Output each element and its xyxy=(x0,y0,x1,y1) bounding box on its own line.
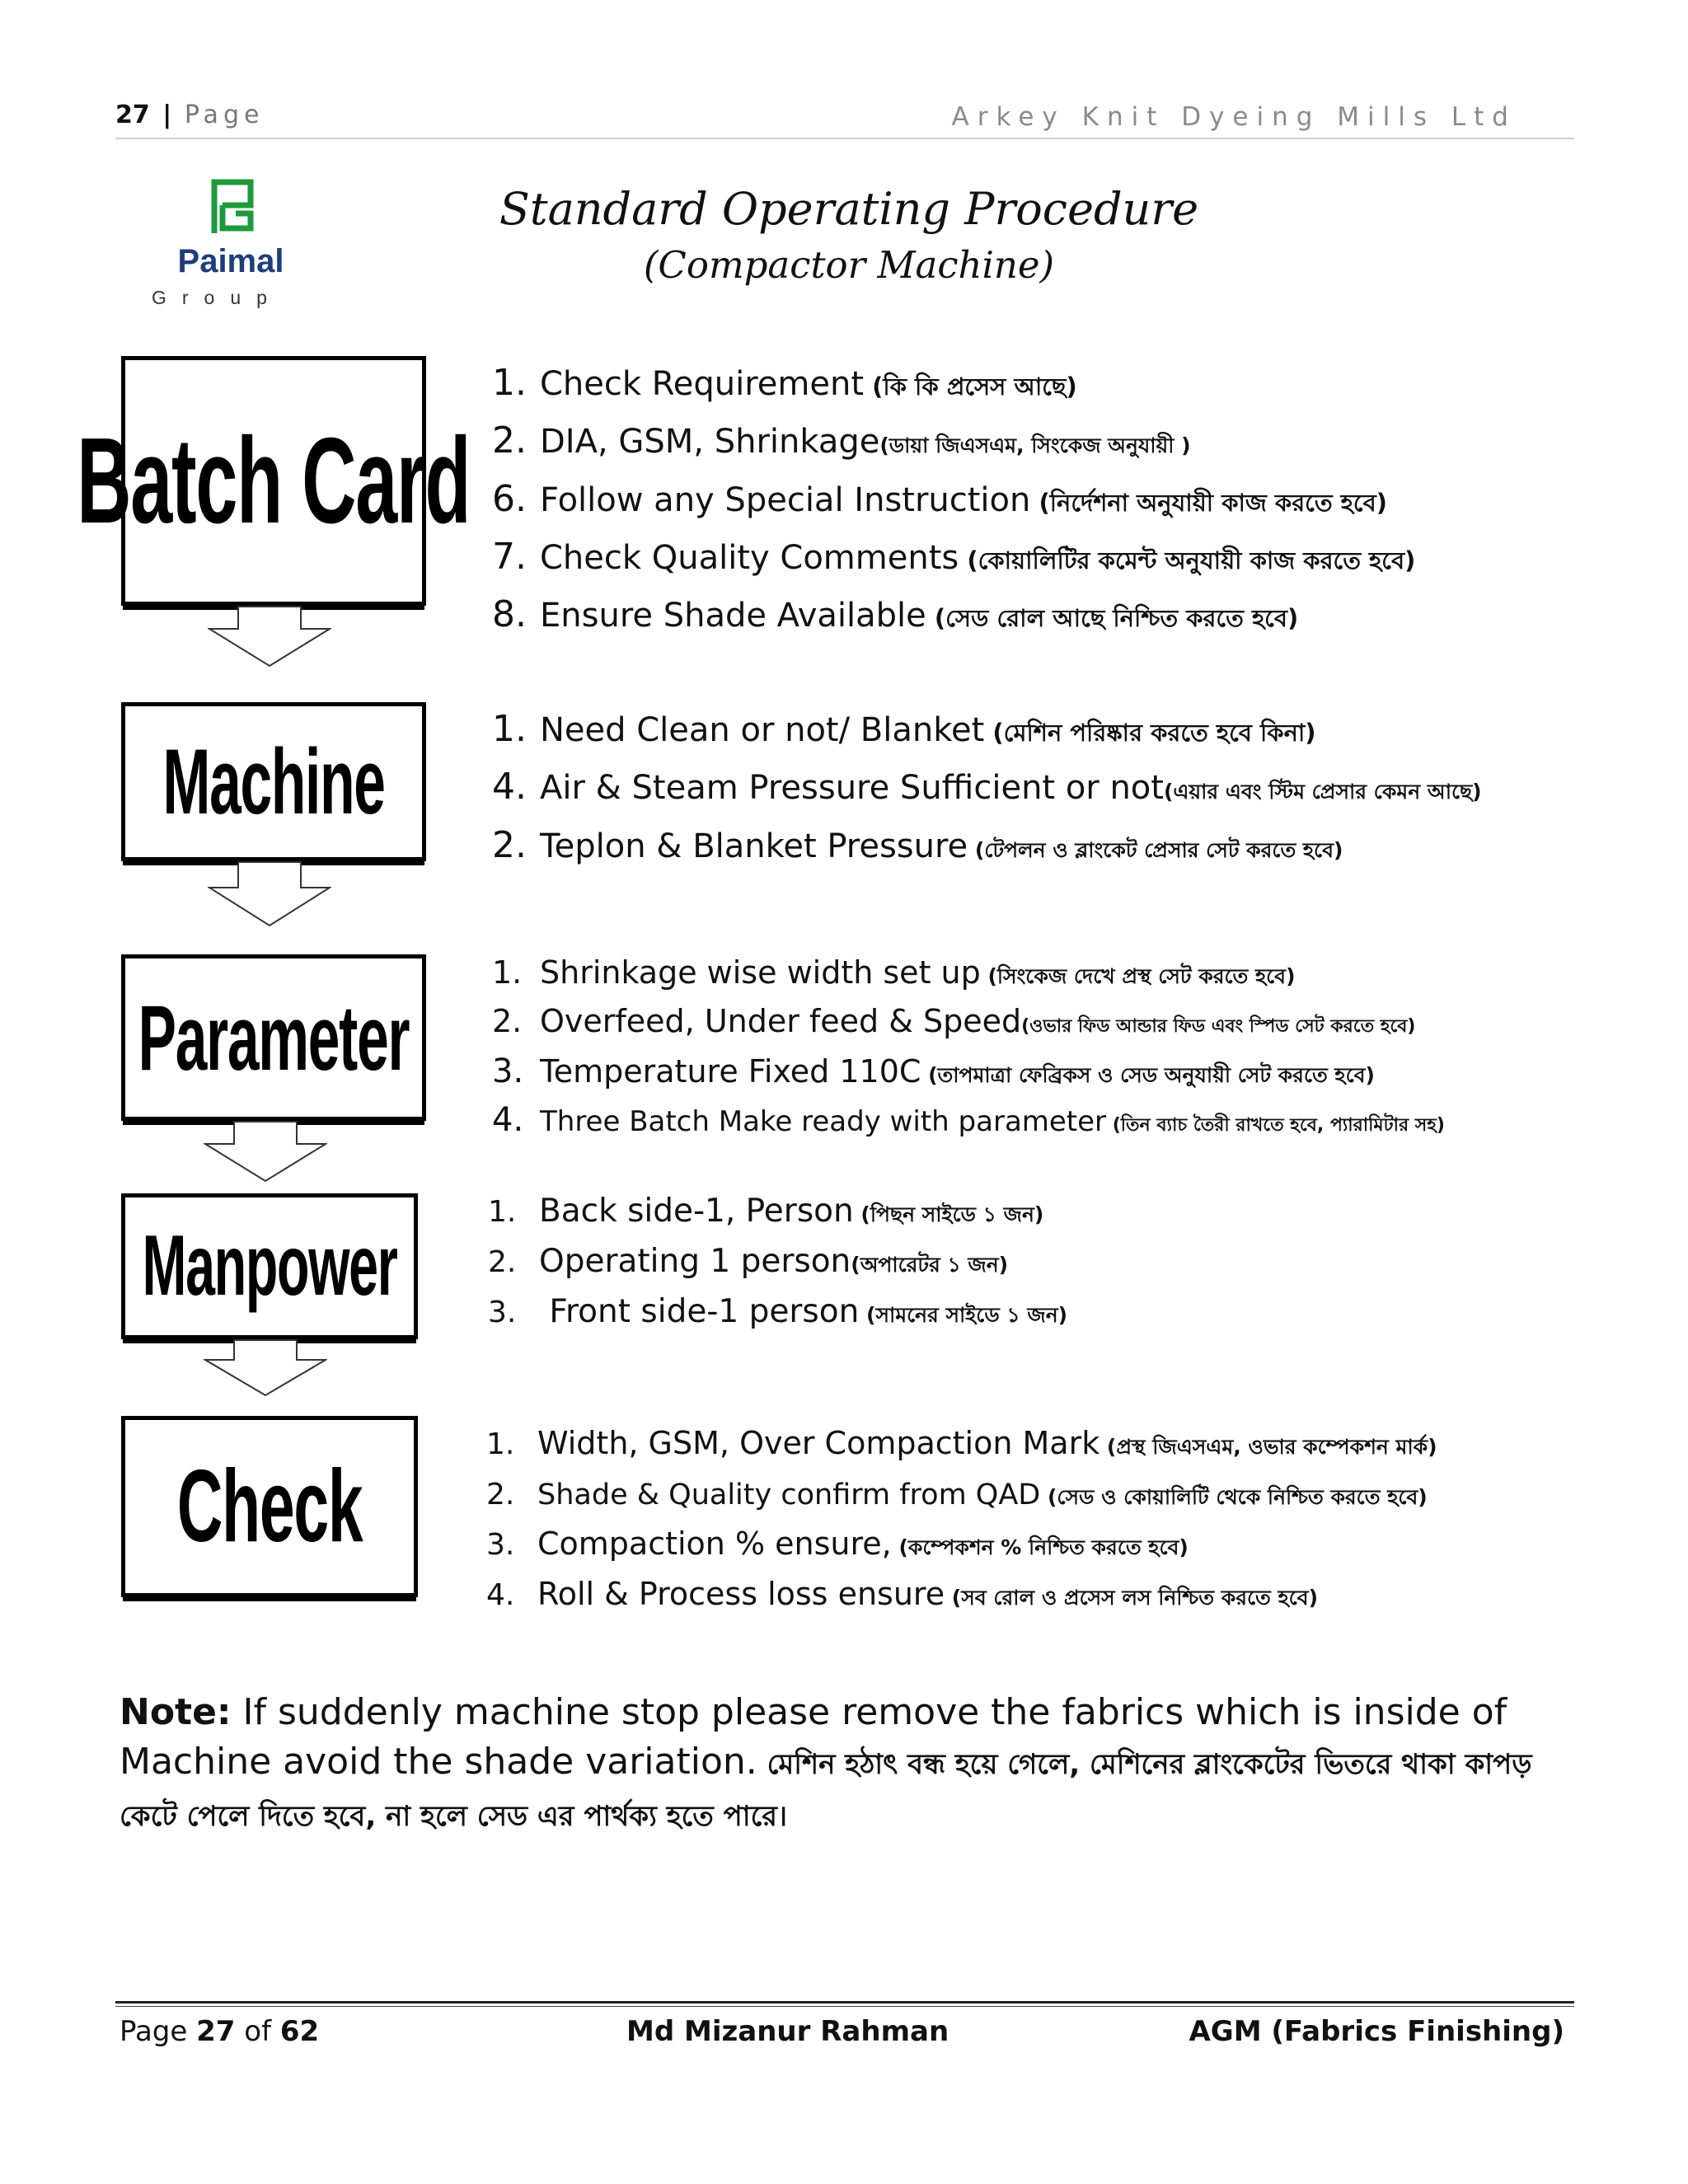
item-number: 4. xyxy=(492,1101,524,1139)
item-text: Front side-1 person xyxy=(539,1293,860,1330)
item-number: 2. xyxy=(492,1003,523,1039)
list-item xyxy=(492,588,1415,645)
item-note: (অপারেটর ১ জন) xyxy=(851,1253,1009,1277)
note-text-bengali: মেশিন হঠাৎ বন্ধ হয়ে গেলে, মেশিনের ব্লাংকেটের ভিতরে থাকা কাপড় কেটে পেলে দিতে হবে, না হলে সেড এর পার্থক্য হতে পারে। xyxy=(120,1748,1532,1833)
item-number: 3. xyxy=(486,1528,515,1562)
item-number: 2. xyxy=(492,419,527,462)
list-item xyxy=(486,1521,1437,1571)
item-number: 6. xyxy=(492,478,527,520)
footer-page-of: of xyxy=(235,2015,280,2048)
item-text: DIA, GSM, Shrinkage xyxy=(540,423,880,461)
page-subtitle: (Compactor Machine) xyxy=(643,243,1055,287)
item-text: Overfeed, Under feed & Speed xyxy=(540,1003,1022,1039)
down-arrow-icon xyxy=(208,861,331,927)
page-header-number xyxy=(115,101,264,129)
item-note: (পিছন সাইডে ১ জন) xyxy=(853,1202,1044,1226)
item-note: (সব রোল ও প্রসেস লস নিশ্চিত করতে হবে) xyxy=(945,1586,1318,1610)
flow-box-machine xyxy=(121,702,426,861)
flow-box-label: Batch Card xyxy=(77,412,471,549)
list-item xyxy=(492,356,1415,414)
flow-box-label: Machine xyxy=(162,730,385,833)
footer-divider-thin xyxy=(115,2006,1574,2007)
item-number: 1. xyxy=(492,708,527,750)
item-text: Shrinkage wise width set up xyxy=(540,954,981,991)
flow-box-label: Check xyxy=(176,1450,363,1563)
list-item xyxy=(492,999,1445,1049)
item-text: Ensure Shade Available xyxy=(540,597,926,635)
flow-box-batch-card xyxy=(77,356,471,606)
item-note: (সিংকেজ দেখে প্রস্থ সেট করতে হবে) xyxy=(980,964,1296,988)
footer-author xyxy=(626,2015,949,2048)
footer-role-text: AGM (Fabrics Finishing) xyxy=(1189,2015,1564,2048)
item-number: 3. xyxy=(492,1052,524,1090)
down-arrow-icon xyxy=(208,606,331,668)
list-item xyxy=(492,950,1445,999)
down-arrow-icon xyxy=(204,1339,327,1397)
list-item xyxy=(486,1420,1437,1470)
list-item xyxy=(492,818,1482,877)
list-item xyxy=(492,1098,1445,1148)
list-item xyxy=(492,414,1415,472)
item-note: (তাপমাত্রা ফেব্রিকস ও সেড অনুযায়ী সেট করতে হবে) xyxy=(921,1063,1375,1087)
item-text: Check Quality Comments xyxy=(540,539,959,577)
paimal-logo-icon xyxy=(208,177,259,235)
item-text: Operating 1 person xyxy=(539,1243,851,1280)
list-item xyxy=(488,1238,1067,1288)
item-text: Compaction % ensure, xyxy=(537,1526,892,1562)
item-note: (সামনের সাইডে ১ জন) xyxy=(859,1303,1068,1327)
item-note: (কম্পেকশন % নিশ্চিত করতে হবে) xyxy=(891,1535,1189,1559)
page-num: 27 xyxy=(115,101,150,129)
note-label: Note: xyxy=(120,1691,232,1733)
footer-page-prefix: Page xyxy=(120,2015,197,2048)
item-note: (তিন ব্যাচ তৈরী রাখতে হবে, প্যারামিটার সহ) xyxy=(1106,1115,1445,1136)
check-steps xyxy=(486,1420,1437,1621)
item-note: (কি কি প্রসেস আছে) xyxy=(864,373,1077,401)
list-item xyxy=(486,1470,1437,1521)
item-note: (টেপলন ও ব্লাংকেট প্রেসার সেট করতে হবে) xyxy=(968,838,1343,862)
item-number: 8. xyxy=(492,593,527,635)
page-title: Standard Operating Procedure xyxy=(499,183,1199,235)
item-number: 1. xyxy=(492,362,527,404)
item-note: (প্রস্থ জিএসএম, ওভার কম্পেকশন মার্ক) xyxy=(1100,1435,1437,1459)
footer-page-total: 62 xyxy=(279,2015,320,2048)
item-number: 3. xyxy=(488,1296,517,1329)
item-text: Width, GSM, Over Compaction Mark xyxy=(537,1425,1100,1461)
company-name: Arkey Knit Dyeing Mills Ltd xyxy=(951,102,1517,132)
item-note: (সেড রোল আছে নিশ্চিত করতে হবে) xyxy=(926,604,1299,632)
header-divider xyxy=(115,138,1574,139)
list-item xyxy=(492,530,1415,588)
note-paragraph xyxy=(120,1688,1570,1841)
list-item xyxy=(492,1049,1445,1098)
item-number: 4. xyxy=(492,766,527,808)
batch-card-steps xyxy=(492,356,1415,645)
item-number: 1. xyxy=(492,954,523,991)
footer-page-current: 27 xyxy=(196,2015,236,2048)
page-word: Page xyxy=(184,101,265,129)
list-item xyxy=(492,472,1415,530)
item-note: (মেশিন পরিষ্কার করতে হবে কিনা) xyxy=(984,719,1316,747)
note-text: If suddenly machine stop please remove the fabrics which is inside of Machine avoid the shade variation. xyxy=(120,1691,1507,1783)
item-text: Three Batch Make ready with parameter xyxy=(540,1105,1107,1138)
footer-author-name: Md Mizanur Rahman xyxy=(626,2015,950,2048)
list-item xyxy=(492,702,1482,760)
company-logo xyxy=(148,177,326,313)
down-arrow-icon xyxy=(204,1121,327,1183)
flow-box-label: Manpower xyxy=(142,1218,397,1314)
machine-steps xyxy=(492,702,1482,877)
item-number: 7. xyxy=(492,536,527,578)
item-number: 2. xyxy=(486,1478,515,1511)
footer-role xyxy=(1189,2015,1564,2048)
flow-box-parameter xyxy=(121,954,426,1121)
item-text: Check Requirement xyxy=(540,365,865,403)
item-text: Shade & Quality confirm from QAD xyxy=(537,1479,1041,1511)
item-text: Air & Steam Pressure Sufficient or not xyxy=(540,769,1164,807)
logo-name: Paimal xyxy=(177,243,284,279)
item-number: 1. xyxy=(488,1195,517,1229)
logo-group: Group xyxy=(152,287,283,308)
item-note: (ডায়া জিএসএম, সিংকেজ অনুযায়ী ) xyxy=(879,434,1191,457)
item-note: (সেড ও কোয়ালিটি থেকে নিশ্চিত করতে হবে) xyxy=(1040,1485,1428,1509)
item-number: 4. xyxy=(486,1578,515,1612)
item-number: 1. xyxy=(486,1427,515,1461)
item-text: Roll & Process loss ensure xyxy=(537,1576,945,1612)
item-number: 2. xyxy=(492,824,527,866)
list-item xyxy=(488,1188,1067,1238)
flow-box-label: Parameter xyxy=(138,986,410,1090)
item-note: (এয়ার এবং স্টিম প্রেসার কেমন আছে) xyxy=(1163,780,1482,804)
item-note: (ওভার ফিড আন্ডার ফিড এবং স্পিড সেট করতে হবে) xyxy=(1021,1016,1416,1037)
item-text: Back side-1, Person xyxy=(539,1193,854,1230)
list-item xyxy=(488,1288,1067,1338)
flow-box-check xyxy=(121,1416,418,1597)
item-text: Follow any Special Instruction xyxy=(540,481,1031,519)
item-text: Teplon & Blanket Pressure xyxy=(540,827,968,865)
list-item xyxy=(486,1571,1437,1621)
list-item xyxy=(492,760,1482,818)
footer-page-count xyxy=(120,2015,319,2048)
header-separator: | xyxy=(162,101,172,129)
footer-divider xyxy=(115,2001,1574,2004)
parameter-steps xyxy=(492,950,1445,1148)
item-text: Temperature Fixed 110C xyxy=(540,1053,921,1090)
item-number: 2. xyxy=(488,1245,517,1279)
item-note: (কোয়ালিটির কমেন্ট অনুযায়ী কাজ করতে হবে) xyxy=(959,546,1416,574)
manpower-steps xyxy=(488,1188,1067,1338)
flow-box-manpower xyxy=(121,1193,418,1339)
item-note: (নির্দেশনা অনুযায়ী কাজ করতে হবে) xyxy=(1030,489,1387,517)
item-text: Need Clean or not/ Blanket xyxy=(540,711,985,749)
